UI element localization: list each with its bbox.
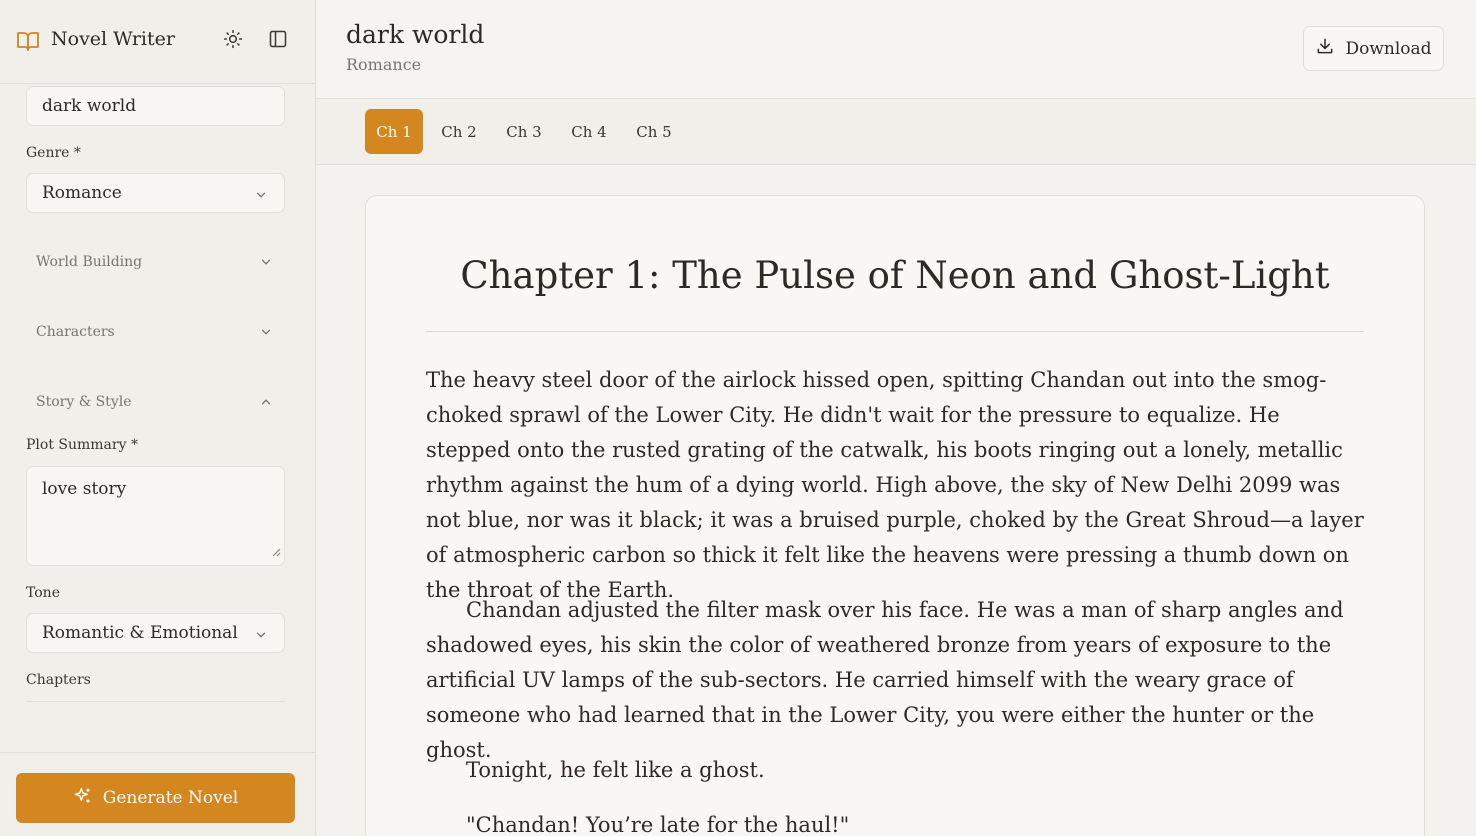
- chapters-input[interactable]: [26, 701, 285, 702]
- sidebar-form: [0, 84, 315, 752]
- novel-header: [316, 0, 1476, 99]
- chapter-paragraph: The heavy steel door of the airlock hissed open, spitting Chandan out into the smog-choked sprawl of the Lower City. He didn't wait for the pressure to equalize. He stepped onto the rusted grating of the catwalk, his boots ringing out a lonely, metallic rhythm against the hum of a dying world. High above, the sky of New Delhi 2099 was not blue, nor was it black; it was a bruised purple, choked by the Great Shroud—a layer of atmospheric carbon so thick it felt like the heavens were pressing a thumb down on the throat of the Earth.: [426, 368, 1364, 602]
- tone-select-value: Romantic & Emotional: [42, 623, 238, 643]
- sidebar: [0, 0, 316, 836]
- sidebar-header: [0, 0, 315, 84]
- title-input[interactable]: [26, 86, 285, 126]
- resize-handle-icon[interactable]: [271, 542, 281, 562]
- chevron-down-icon: [254, 627, 268, 647]
- generate-novel-button[interactable]: [16, 773, 295, 823]
- book-open-icon: [16, 29, 40, 53]
- tab-ch-2[interactable]: [430, 109, 488, 154]
- tab-label: Ch 1: [376, 122, 412, 141]
- story-style-accordion[interactable]: [26, 382, 285, 422]
- chapters-label: Chapters: [26, 672, 91, 688]
- tone-select[interactable]: [26, 613, 285, 653]
- chapter-page: [365, 195, 1425, 836]
- theme-toggle-button[interactable]: [220, 28, 246, 54]
- generate-novel-label: Generate Novel: [102, 788, 239, 808]
- chevron-up-icon: [259, 395, 273, 413]
- download-label: Download: [1345, 38, 1432, 59]
- tab-ch-1[interactable]: [365, 109, 423, 154]
- chevron-down-icon: [259, 325, 273, 343]
- tone-label: Tone: [26, 585, 60, 601]
- sidebar-toggle-button[interactable]: [265, 28, 291, 54]
- tab-label: Ch 5: [636, 122, 672, 141]
- chapter-title: Chapter 1: The Pulse of Neon and Ghost-Light: [460, 254, 1330, 297]
- tab-ch-3[interactable]: [495, 109, 553, 154]
- chapter-tabs: [316, 99, 1476, 165]
- chapter-paragraph: Chandan adjusted the filter mask over his face. He was a man of sharp angles and shadowed eyes, his skin the color of weathered bronze from years of exposure to the artificial UV lamps of the sub-sectors. He carried himself with the weary grace of someone who had learned that in the Lower City, you were either the hunter or the ghost.: [426, 598, 1344, 762]
- chapter-paragraph: Tonight, he felt like a ghost.: [466, 758, 765, 782]
- tab-label: Ch 3: [506, 122, 542, 141]
- chevron-down-icon: [254, 187, 268, 207]
- story-style-label: Story & Style: [36, 394, 132, 410]
- tab-ch-5[interactable]: [625, 109, 683, 154]
- world-building-accordion[interactable]: [26, 242, 285, 282]
- panel-left-icon: [268, 29, 288, 53]
- main-panel: [316, 0, 1476, 836]
- characters-label: Characters: [36, 324, 115, 340]
- chapter-content-area[interactable]: [316, 165, 1476, 836]
- novel-genre: Romance: [346, 55, 422, 74]
- tab-label: Ch 2: [441, 122, 477, 141]
- plot-summary-textarea[interactable]: [26, 466, 285, 566]
- sparkles-icon: [73, 786, 93, 811]
- download-icon: [1315, 36, 1335, 61]
- app-title: Novel Writer: [51, 28, 175, 50]
- chevron-down-icon: [259, 255, 273, 273]
- download-button[interactable]: [1303, 26, 1444, 71]
- genre-label: Genre *: [26, 145, 81, 161]
- chapter-divider: [426, 331, 1364, 332]
- novel-title: dark world: [346, 20, 485, 49]
- sun-icon: [223, 29, 243, 53]
- genre-select[interactable]: [26, 173, 285, 213]
- genre-select-value: Romance: [42, 183, 122, 203]
- world-building-label: World Building: [36, 254, 143, 270]
- characters-accordion[interactable]: [26, 312, 285, 352]
- chapter-paragraph: "Chandan! You’re late for the haul!": [466, 813, 850, 836]
- plot-summary-label: Plot Summary *: [26, 437, 138, 453]
- plot-summary-value: love story: [42, 479, 127, 499]
- tab-label: Ch 4: [571, 122, 607, 141]
- title-input-value: dark world: [42, 96, 137, 116]
- sidebar-footer: [0, 752, 315, 836]
- tab-ch-4[interactable]: [560, 109, 618, 154]
